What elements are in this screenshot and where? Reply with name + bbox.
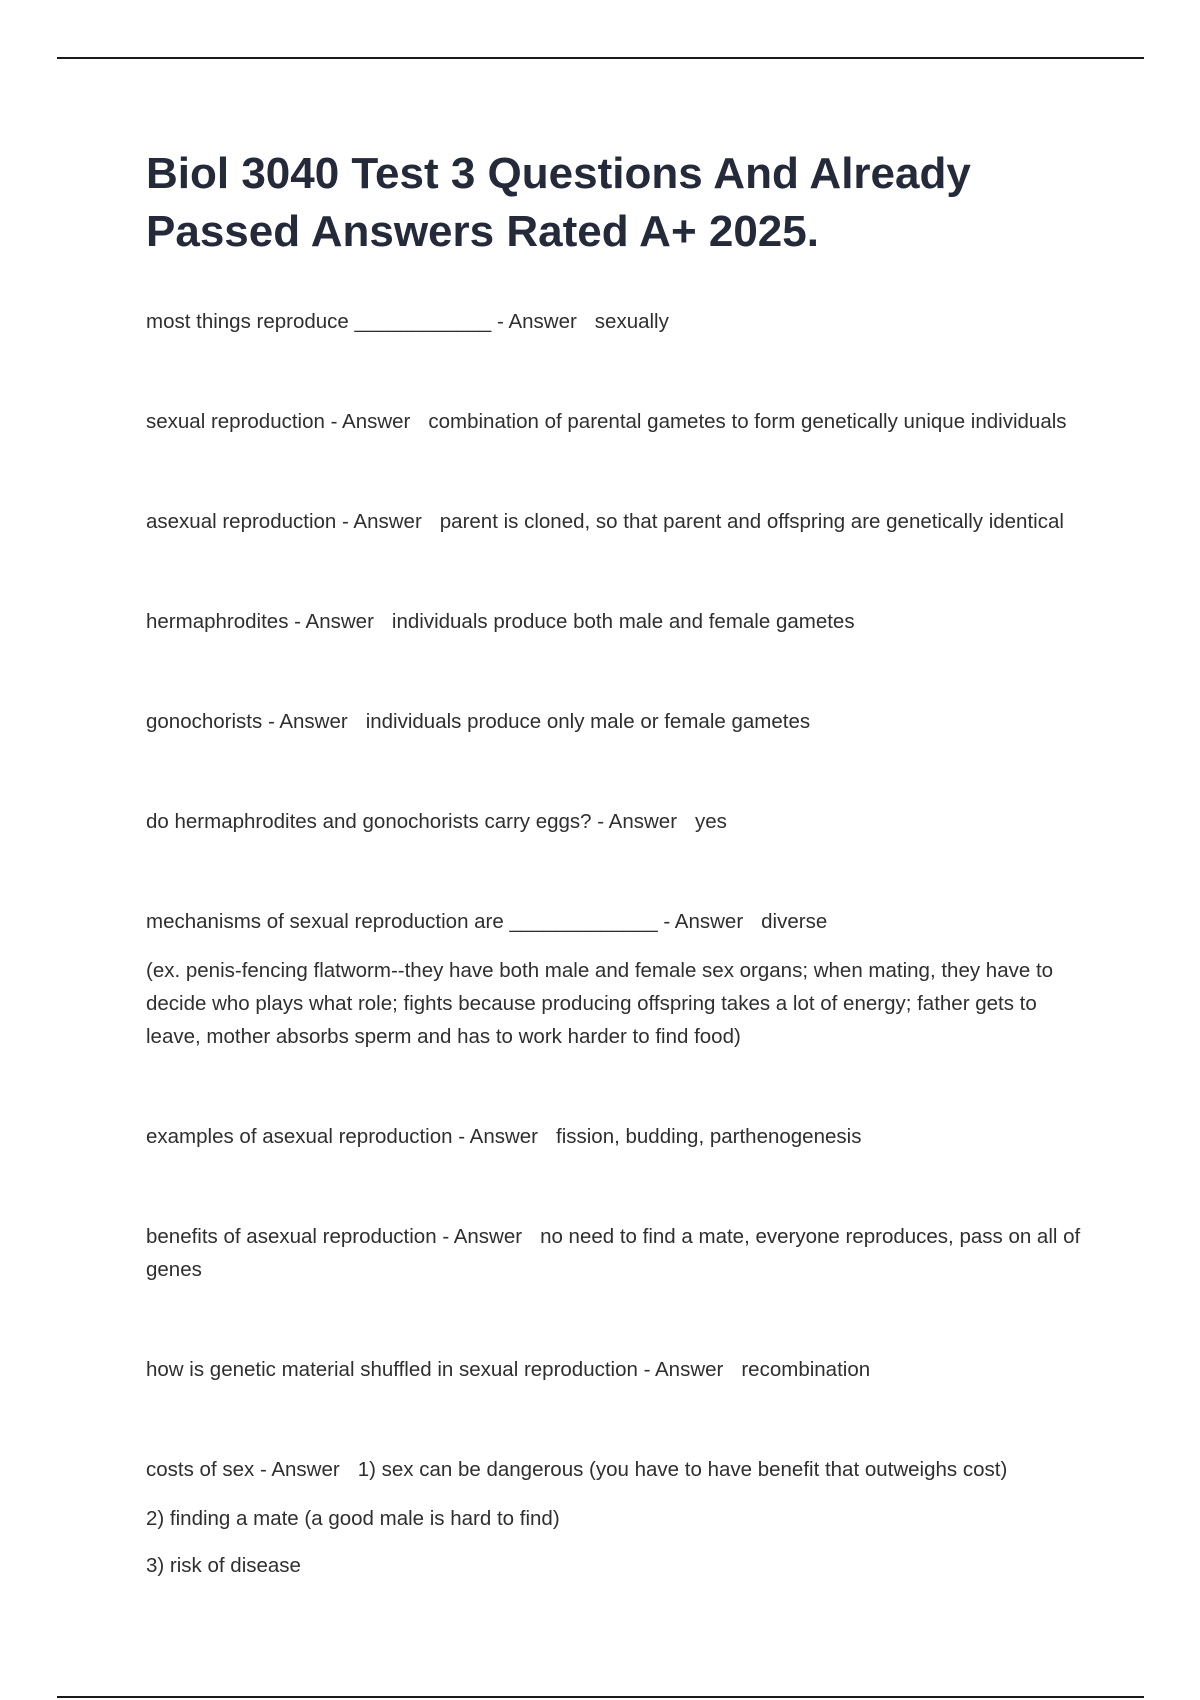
answer-continuation: (ex. penis-fencing flatworm--they have both male and female sex organs; when mating, they have to decide who plays what role; fights because producing offspring takes a lot of energy; father gets to leave, mother absorbs sperm and has to work harder to find food): [146, 959, 1054, 1048]
question-text: costs of sex: [146, 1458, 255, 1481]
qa-item: [146, 405, 1086, 438]
qa-item: [146, 1453, 1086, 1582]
answer-text: 1) sex can be dangerous (you have to have benefit that outweighs cost): [357, 1458, 1008, 1481]
answer-marker: - Answer: [663, 910, 744, 933]
qa-item: [146, 505, 1086, 538]
question-text: how is genetic material shuffled in sexual reproduction: [146, 1358, 638, 1381]
answer-text: no need to find a mate, everyone reproduces, pass on all of genes: [146, 1225, 1081, 1281]
answer-marker: - Answer: [294, 610, 374, 633]
answer-text: parent is cloned, so that parent and offspring are genetically identical: [439, 510, 1064, 533]
qa-item: [146, 1120, 1086, 1153]
qa-item: [146, 905, 1086, 1053]
question-text: examples of asexual reproduction: [146, 1125, 453, 1148]
question-text: benefits of asexual reproduction: [146, 1225, 437, 1248]
answer-text: individuals produce both male and female gametes: [391, 610, 855, 633]
document-body: [146, 145, 1086, 1649]
answer-marker: - Answer: [442, 1225, 523, 1248]
qa-item: [146, 805, 1086, 838]
answer-text: individuals produce only male or female gametes: [365, 710, 811, 733]
answer-marker: - Answer: [259, 1458, 340, 1481]
question-text: gonochorists: [146, 710, 263, 733]
qa-item: [146, 1220, 1086, 1286]
answer-continuation: 3) risk of disease: [146, 1554, 301, 1577]
answer-marker: - Answer: [643, 1358, 724, 1381]
answer-text: sexually: [594, 310, 669, 333]
answer-marker: - Answer: [597, 810, 678, 833]
answer-continuation: 2) finding a mate (a good male is hard to find): [146, 1507, 560, 1530]
question-text: sexual reproduction: [146, 410, 325, 433]
top-rule: [57, 57, 1144, 59]
answer-marker: - Answer: [342, 510, 422, 533]
bottom-rule: [57, 1696, 1144, 1698]
answer-marker: - Answer: [267, 710, 348, 733]
qa-item: [146, 705, 1086, 738]
answer-marker: - Answer: [458, 1125, 538, 1148]
qa-item: [146, 605, 1086, 638]
qa-item: [146, 1353, 1086, 1386]
answer-text: combination of parental gametes to form genetically unique individuals: [428, 410, 1067, 433]
answer-marker: - Answer: [497, 310, 577, 333]
answer-text: yes: [695, 810, 727, 833]
document-title: Biol 3040 Test 3 Questions And Already Passed Answers Rated A+ 2025.: [146, 149, 971, 256]
question-text: most things reproduce ____________: [146, 310, 492, 333]
answer-text: recombination: [741, 1358, 871, 1381]
answer-text: diverse: [761, 910, 828, 933]
question-text: hermaphrodites: [146, 610, 289, 633]
qa-list: [146, 305, 1086, 1582]
question-text: do hermaphrodites and gonochorists carry eggs?: [146, 810, 592, 833]
qa-item: [146, 305, 1086, 338]
question-text: mechanisms of sexual reproduction are _____________: [146, 910, 658, 933]
answer-text: fission, budding, parthenogenesis: [556, 1125, 862, 1148]
answer-marker: - Answer: [330, 410, 411, 433]
question-text: asexual reproduction: [146, 510, 337, 533]
